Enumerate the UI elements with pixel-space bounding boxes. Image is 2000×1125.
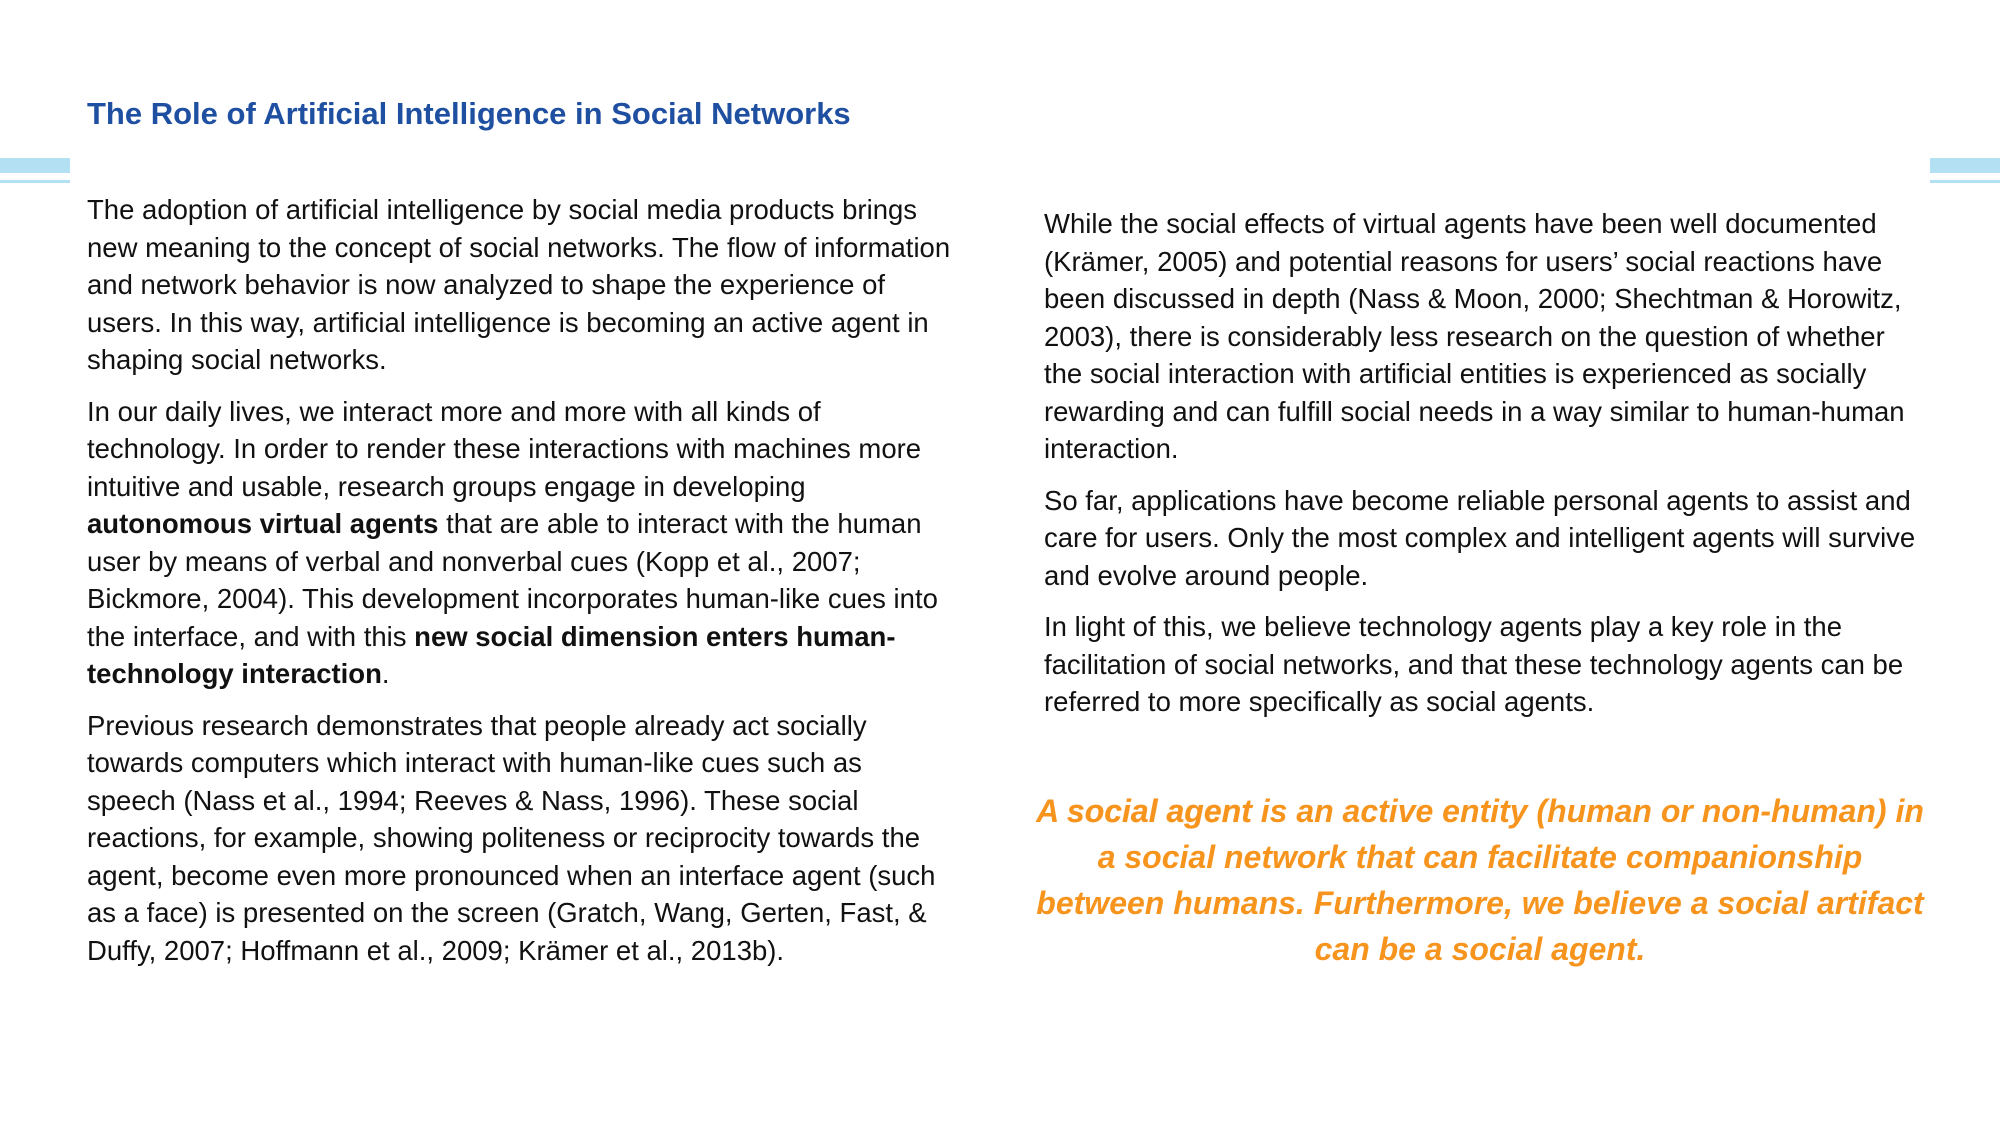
left-paragraph-2-text-c: . xyxy=(381,658,390,689)
quote-term: social agent xyxy=(1066,793,1252,829)
left-paragraph-1: The adoption of artificial intelligence by social media products brings new meaning to the concept of social networks. The flow of information and network behavior is now analyzed to shape the experience of users. In this way, artificial intelligence is becoming an active agent in shaping social networks. xyxy=(87,194,951,375)
social-agent-definition-quote xyxy=(1035,788,1925,972)
quote-prefix: A xyxy=(1036,793,1067,829)
social-dimension-emphasis: new social dimension enters human-technology interaction xyxy=(87,620,896,689)
right-accent-bar xyxy=(1930,158,2000,173)
left-column xyxy=(87,191,957,983)
left-accent-line xyxy=(0,180,70,183)
right-accent-line xyxy=(1930,180,2000,183)
right-paragraph-2: So far, applications have become reliable personal agents to assist and care for users. Only the most complex and intelligent agents will survive and evolve around people. xyxy=(1044,484,1916,591)
right-column xyxy=(1044,205,1924,735)
left-paragraph-3: Previous research demonstrates that people already act socially towards computers which interact with human-like cues such as speech (Nass et al., 1994; Reeves & Nass, 1996). These social reactions, for example, showing politeness or reciprocity towards the agent, become even more pronounced when an interface agent (such as a face) is presented on the screen (Gratch, Wang, Gerten, Fast, & Duffy, 2007; Hoffmann et al., 2009; Krämer et al., 2013b). xyxy=(87,709,936,966)
left-paragraph-2-text-b: that are able to interact with the human user by means of verbal and nonverbal cues (Kopp et al., 2007; Bickmore, 2004). This development incorporates human-like cues into the interface, and with this xyxy=(87,508,938,652)
left-paragraph-2-text-a: In our daily lives, we interact more and more with all kinds of technology. In order to render these interactions with machines more intuitive and usable, research groups engage in developing xyxy=(87,395,922,502)
slide-title: The Role of Artificial Intelligence in Social Networks xyxy=(87,96,851,131)
right-paragraph-3: In light of this, we believe technology agents play a key role in the facilitation of social networks, and that these technology agents can be referred to more specifically as social agents. xyxy=(1044,611,1904,717)
left-accent-bar xyxy=(0,158,70,173)
left-paragraph-2 xyxy=(87,393,957,693)
quote-rest: is an active entity (human or non-human) in a social network that can facilitate companionship between humans. Furthermore, we believe a social artifact can be a social agent. xyxy=(1036,793,1924,967)
autonomous-virtual-agents-emphasis: autonomous virtual agents xyxy=(87,508,439,539)
right-paragraph-1: While the social effects of virtual agents have been well documented (Krämer, 2005) and potential reasons for users’ social reactions have been discussed in depth (Nass & Moon, 2000; Shechtman & Horowitz, 2003), there is considerably less research on the question of whether the social interaction with artificial entities is experienced as socially rewarding and can fulfill social needs in a way similar to human-human interaction. xyxy=(1044,208,1905,464)
